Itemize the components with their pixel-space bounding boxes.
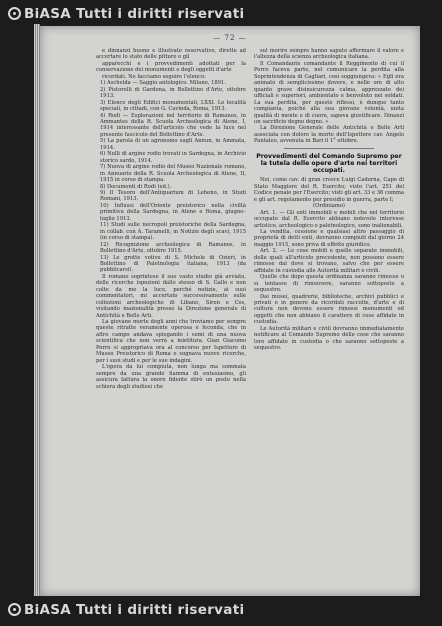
left-paragraph: ricordati. Ne facciamo seguire l'elenco: <box>102 73 206 80</box>
watermark-bottom-text: BiASA Tutti i diritti riservati <box>24 602 245 618</box>
reference-item: 5) La parola di un agronomo sugli Annun, in Ammata, 1914. <box>100 138 246 151</box>
left-column <box>96 48 246 588</box>
right-paragraph: Dai musei, quadrerie, biblioteche, archivi pubblici e privati o in genere da ricordati raccolte, d'arte e di cultura non devono essere rimossi monumenti od oggetti che non abbiano il carattere di cose affidate in custodia. <box>254 293 404 326</box>
left-paragraph: Il romano soprintese il suo vasto studio già avviato, delle ricerche ispezioni dallo stesso di S. Gallo e non colte da me la luce, perché notizie, ai suoi commentatori, mi accertato successivamente sulle collezioni archeologiche di Libano, Siren e Cos, visitando mazionalità presso la Direzione generale di Antichità e Belle Arti. <box>96 273 246 319</box>
ordinance-label: (Ordiniamo) <box>313 203 345 210</box>
reference-item: 6) Nulli di argine rodio trovati in Sardegna, in Archivio storico sardo, 1914. <box>100 151 246 164</box>
right-paragraph: La Direzione Generale delle Antichità e Belle Arti associata con dolore la morte dell'Ispettore cav. Angelo Pantaleo, avvenuta in Bari il 1° ottobre. <box>254 125 404 145</box>
reference-item: 11) Studi sulle necropoli preistoriche della Sardegna, in collab. con A. Taramelli, in Notizie degli scavi, 1915 (in corso di stampa). <box>100 222 246 242</box>
page-number: — 72 — <box>213 34 247 42</box>
reference-item: 12) Ricognizione archeologica di Ramanos, in Bollettino d'Arte, ottobre 1915. <box>100 241 246 255</box>
left-paragraph: e dinnanzi buono e illustrato osservativo, dirette ad accertare lo stato delle pitture e gli <box>96 48 246 61</box>
right-paragraph: Quelle che dopo questa ordinanza saranno rimosse o si tentasse di rimuovere, saranno sottoposte a sequestro. <box>254 274 404 294</box>
reference-item: 2) Pistorelli di Gardena, in Bollettino d'Arte, ottobre 1913. <box>100 86 246 100</box>
left-paragraph: apparecchi e i provvedimenti adottati per la conservazione dei monumenti e degli oggetti d'arte <box>96 60 246 74</box>
right-paragraph: Noi, come cav. di gran cresce Luigi Cadorna, Capo di Stato Maggiore del R. Esercito; visto l'art. 251 del Codice penale per l'Esercito; visti gli art. 33 e 36 comma e gli art. regolamento per presidio in guerra, parte I; <box>254 177 404 203</box>
scanned-page <box>40 26 420 596</box>
reference-item: 9) Il Tesoro dell'Antiquarium di Lebeno, in Studi Romani, 1913. <box>100 189 246 203</box>
watermark-top-text: BiASA Tutti i diritti riservati <box>24 6 245 22</box>
reference-item: 10) Influssi dell'Oriente preistorico nella civiltà primitiva della Sardegna, in Atene e Roma, giugno–luglio 1913. <box>100 202 246 222</box>
right-paragraph: sul morire sempre hanno saputo affermare il valore e l'altezza della scienza archeologica italiana. <box>254 48 404 61</box>
biasa-logo-icon <box>8 603 21 616</box>
section-divider <box>284 148 374 149</box>
right-paragraph: Art. 2. — Le cose mobili e quelle separate immobili, delle quali all'articolo precedente, non possono essere rimosse dai dove si trovano, salvo che per essere affidate in custodia alle Autorità militari e civili. <box>254 248 404 274</box>
watermark-bottom <box>8 602 244 618</box>
watermark-top <box>8 6 244 22</box>
reference-item: 3) Elenco degli Edifici monumentali, LXXI. Le località speciali, in cittadi, con G. Cavinda, Roma, 1913. <box>100 99 246 113</box>
right-paragraph: Il Comandante comandante il Reggimento di cui il Porro faceva parte, nel comunicare la perdita alla Soprintendenza di Cagliari, così soggiungeva: « Egli era animato di semplicissimo dovere, e nelle ore di alto quanto grave disinsicurezza calma, apprezzato dei ufficiali e superiori, ambientato e benvoluto nei soldati. La sua perdita, per questo riflessi, è dunque tanto compianta, poiché alla sua giovane volontà, unita qualità di mente e di cuore, sapeva giustificare. Dinanzi un sacrificio degno degno. » <box>254 60 404 125</box>
reference-item: 4) Rodi — Esplorazioni nel territorio di Ramanos, in Ammantes della R. Scuola Archeologica di Atene, I, 1914 interessante dell'articolo che vede la luce nel presente fascicolo del Bollettino d'Arte. <box>100 112 246 138</box>
left-paragraph: La giovane morte degli anni che troviamo per sempre queste ritratte veramente operosa e feconda, che in altro campo andava spiegando i semi di una nuova scientifica che non verrà a mietitura. Gian Giacomo Porro si appropriava ora al concorso per Ispettore di Museo Preistorico di Roma e sognava nuove ricerche, per i suoi studi e per le sue indagini. <box>96 319 246 364</box>
right-paragraph: Art. 1. — Gli enti immobili e mobili che nel territorio occupato dal R. Esercito abbiano notevole interesse artistico, archeologico o paletnologico, sono inalienabili. <box>254 209 404 229</box>
reference-item: 1) Aschelda — Saggio antologico. Milano, 1891. <box>100 80 226 87</box>
reference-item: 8) Documenti di Rodi (ed.). <box>100 183 172 190</box>
right-paragraph: La vendita, cessione e qualsiasi altro passaggio di proprietà di detti enti, dovranno compiuti dal giorno 24 maggio 1915, sono priva di effetto giuridico. <box>254 229 404 248</box>
right-column <box>254 48 404 588</box>
left-paragraph: L'opera da lui compiuta, non lunga ma sommata sempre da una grande fiamma di entusiasmo, gli assicura fattura la onore fidente stirò un posto nella schiera degli studiosi che <box>96 364 246 390</box>
right-paragraph: Le Autorità militari e civili dovranno immediatamente notificare al Comando Supremo delle cose che saranno loro affidate in custodia o che saranno sottoposte a sequestro. <box>254 325 404 352</box>
reference-item: 13) Le grotte votive di S. Michele di Ozieri, in Bollettino di Paletnologia italiana, 1913 (da pubblicarsi). <box>100 254 246 274</box>
reference-item: 7) Nuova di argine rodio del Museo Nazionale romano, in Annuario della R. Scuola Archeologica di Atene, II, 1915 in corso di stampa. <box>100 164 246 184</box>
section-heading: Provvedimenti del Comando Supremo per la tutela delle opere d'arte nei territori occupati. <box>256 152 402 175</box>
biasa-logo-icon <box>8 7 21 20</box>
